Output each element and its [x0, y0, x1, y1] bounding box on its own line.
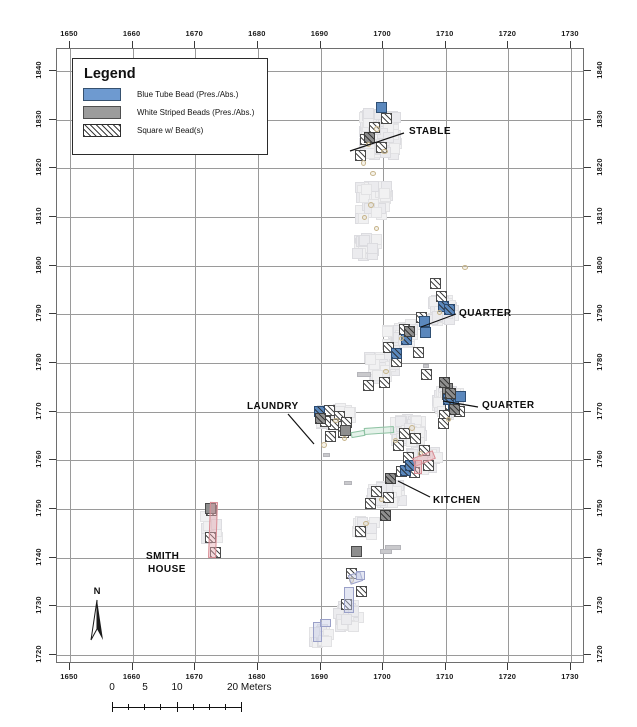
- excavation-square-background: [365, 354, 376, 365]
- excavation-square-with-beads: [430, 278, 441, 289]
- excavation-square-with-beads: [413, 347, 424, 358]
- scale-tick-minor: [144, 704, 145, 710]
- label-laundry: LAUNDRY: [247, 401, 299, 412]
- label-quarter-north: QUARTER: [459, 308, 512, 319]
- axis-label-y: 1720: [34, 645, 43, 663]
- axis-label-x: 1730: [561, 672, 579, 681]
- north-arrow-label: N: [93, 586, 101, 597]
- excavation-square-with-beads: [356, 586, 367, 597]
- label-smith-line2: HOUSE: [148, 564, 186, 575]
- axis-tick-y: [49, 654, 56, 655]
- excavation-square-background: [371, 207, 382, 218]
- scale-tick-minor: [160, 704, 161, 710]
- legend-swatch-blue-tube-bead: [83, 88, 121, 101]
- axis-tick-y: [49, 313, 56, 314]
- axis-label-y: 1820: [595, 158, 604, 177]
- axis-label-y: 1750: [34, 499, 43, 517]
- gridline-horizontal: [57, 509, 583, 510]
- axis-tick-x: [445, 663, 446, 670]
- axis-tick-y: [584, 265, 591, 266]
- feature-outline-tan: [333, 418, 339, 423]
- structure-outline-lavender: [344, 587, 354, 613]
- axis-tick-x: [132, 663, 133, 670]
- scale-num-10: 10: [171, 682, 183, 693]
- scale-bar-ruler: [112, 702, 242, 712]
- legend-label-white-striped-beads: White Striped Beads (Pres./Abs.): [137, 108, 255, 117]
- gridline-vertical: [321, 49, 322, 662]
- scale-num-0: 0: [109, 682, 115, 693]
- axis-label-y: 1840: [34, 61, 43, 79]
- axis-label-x: 1690: [310, 29, 329, 38]
- structure-outline-lavender: [356, 571, 365, 580]
- structure-outline-green: [351, 430, 366, 438]
- legend-swatch-square-with-beads: [83, 124, 121, 137]
- axis-label-y: 1800: [595, 255, 604, 274]
- axis-tick-x: [507, 41, 508, 48]
- axis-tick-y: [49, 216, 56, 217]
- axis-tick-y: [49, 70, 56, 71]
- axis-label-x: 1720: [498, 29, 517, 38]
- axis-label-y: 1740: [34, 547, 43, 566]
- scale-tick-major: [241, 702, 242, 712]
- axis-tick-x: [257, 41, 258, 48]
- axis-label-y: 1810: [34, 207, 43, 225]
- axis-tick-y: [584, 411, 591, 412]
- axis-tick-x: [194, 663, 195, 670]
- axis-tick-y: [584, 459, 591, 460]
- gridline-horizontal: [57, 606, 583, 607]
- scale-tick-major: [112, 702, 113, 712]
- label-stable: STABLE: [409, 126, 451, 137]
- axis-tick-y: [49, 265, 56, 266]
- legend-item-white-striped-beads: [83, 106, 267, 119]
- excavation-square-with-beads: [371, 486, 382, 497]
- label-quarter-south: QUARTER: [482, 400, 535, 411]
- axis-label-x: 1720: [498, 672, 517, 681]
- gridline-horizontal: [57, 363, 583, 364]
- axis-tick-x: [382, 41, 383, 48]
- excavation-square-blue-tube-bead: [455, 391, 466, 402]
- axis-tick-x: [570, 41, 571, 48]
- legend: [72, 58, 268, 155]
- axis-label-y: 1840: [595, 61, 604, 79]
- axis-label-y: 1780: [595, 353, 604, 371]
- axis-label-y: 1780: [34, 353, 43, 371]
- axis-tick-y: [584, 605, 591, 606]
- feature-outline-tan: [342, 436, 347, 441]
- legend-title: Legend: [84, 66, 136, 82]
- gridline-horizontal: [57, 655, 583, 656]
- label-smith-line1: SMITH: [146, 551, 180, 562]
- axis-tick-y: [584, 654, 591, 655]
- axis-label-x: 1680: [248, 29, 266, 38]
- excavation-square-white-striped-bead: [380, 510, 391, 521]
- excavation-square-with-beads: [421, 369, 432, 380]
- feature-outline-tan: [366, 142, 371, 147]
- axis-label-y: 1770: [34, 401, 43, 420]
- excavation-square-white-striped-bead: [385, 473, 396, 484]
- legend-item-square-with-beads: [83, 124, 267, 137]
- feature-outline-tan: [383, 369, 389, 374]
- axis-label-x: 1670: [185, 672, 203, 681]
- feature-outline-tan: [368, 202, 374, 208]
- excavation-square-white-striped-bead: [340, 425, 351, 436]
- feature-gray-block: [423, 364, 429, 368]
- excavation-square-with-beads: [325, 431, 336, 442]
- axis-tick-x: [320, 663, 321, 670]
- axis-label-x: 1680: [248, 672, 266, 681]
- gridline-horizontal: [57, 217, 583, 218]
- feature-gray-block: [344, 481, 352, 485]
- excavation-square-white-striped-bead: [351, 546, 362, 557]
- axis-label-y: 1770: [595, 401, 604, 420]
- axis-tick-y: [49, 362, 56, 363]
- scale-tick-minor: [128, 704, 129, 710]
- feature-gray-block: [323, 453, 330, 457]
- excavation-square-background: [321, 636, 332, 647]
- scale-tick-minor: [193, 704, 194, 710]
- feature-outline-tan: [363, 521, 369, 526]
- axis-tick-y: [49, 167, 56, 168]
- excavation-square-blue-tube-bead: [420, 327, 431, 338]
- scale-end-label: 20 Meters: [227, 682, 272, 693]
- feature-outline-tan: [446, 417, 451, 422]
- axis-tick-y: [49, 508, 56, 509]
- axis-label-x: 1710: [436, 29, 454, 38]
- excavation-square-background: [341, 614, 352, 625]
- excavation-square-background: [352, 248, 363, 259]
- axis-tick-x: [194, 41, 195, 48]
- gridline-vertical: [446, 49, 447, 662]
- axis-tick-y: [584, 362, 591, 363]
- excavation-square-background: [361, 184, 372, 195]
- scale-tick-minor: [225, 704, 226, 710]
- gridline-horizontal: [57, 460, 583, 461]
- excavation-square-blue-tube-bead: [419, 316, 430, 327]
- axis-tick-x: [445, 41, 446, 48]
- excavation-square-with-beads: [363, 380, 374, 391]
- axis-label-y: 1720: [595, 645, 604, 663]
- feature-outline-tan: [361, 160, 366, 166]
- feature-gray-block: [357, 372, 371, 377]
- excavation-square-white-striped-bead: [439, 377, 450, 388]
- excavation-square-with-beads: [410, 433, 421, 444]
- excavation-square-with-beads: [365, 498, 376, 509]
- scale-tick-major: [177, 702, 178, 712]
- axis-label-y: 1790: [595, 304, 604, 323]
- excavation-square-white-striped-bead: [449, 404, 460, 415]
- legend-label-square-with-beads: Square w/ Bead(s): [137, 126, 204, 135]
- scale-bar: [64, 682, 304, 718]
- axis-label-y: 1800: [34, 255, 43, 274]
- gridline-vertical: [508, 49, 509, 662]
- excavation-square-background: [363, 108, 374, 119]
- gridline-vertical: [70, 49, 71, 662]
- axis-tick-y: [584, 557, 591, 558]
- axis-tick-y: [584, 70, 591, 71]
- axis-tick-x: [257, 663, 258, 670]
- excavation-square-white-striped-bead: [364, 132, 375, 143]
- excavation-square-with-beads: [399, 428, 410, 439]
- axis-tick-x: [320, 41, 321, 48]
- legend-swatch-white-striped-beads: [83, 106, 121, 119]
- axis-tick-x: [69, 41, 70, 48]
- axis-label-x: 1730: [561, 29, 579, 38]
- excavation-square-with-beads: [379, 377, 390, 388]
- legend-item-blue-tube-bead: [83, 88, 267, 101]
- feature-outline-tan: [321, 442, 327, 448]
- axis-tick-y: [584, 216, 591, 217]
- scale-bar-numbers: [64, 682, 304, 696]
- structure-outline-lavender: [320, 619, 331, 627]
- axis-label-y: 1750: [595, 499, 604, 517]
- axis-tick-x: [382, 663, 383, 670]
- axis-label-y: 1820: [34, 158, 43, 177]
- excavation-square-with-beads: [383, 492, 394, 503]
- scale-tick-minor: [209, 704, 210, 710]
- axis-tick-x: [570, 663, 571, 670]
- excavation-square-background: [379, 188, 390, 199]
- axis-label-x: 1700: [373, 672, 391, 681]
- axis-tick-y: [584, 313, 591, 314]
- excavation-square-with-beads: [381, 113, 392, 124]
- axis-label-x: 1690: [310, 672, 329, 681]
- structure-outline-kitchen: [414, 460, 422, 474]
- axis-label-y: 1740: [595, 547, 604, 566]
- gridline-horizontal: [57, 266, 583, 267]
- axis-tick-y: [49, 459, 56, 460]
- gridline-horizontal: [57, 558, 583, 559]
- excavation-square-white-striped-bead: [445, 388, 456, 399]
- axis-label-y: 1730: [34, 596, 43, 615]
- axis-tick-x: [132, 41, 133, 48]
- axis-label-x: 1650: [60, 672, 78, 681]
- excavation-square-blue-tube-bead: [391, 348, 402, 359]
- axis-label-x: 1670: [185, 29, 203, 38]
- feature-outline-tan: [437, 310, 442, 315]
- axis-tick-y: [49, 557, 56, 558]
- axis-label-y: 1830: [595, 109, 604, 128]
- excavation-square-background: [367, 243, 378, 254]
- axis-label-x: 1660: [122, 29, 141, 38]
- gridline-vertical: [571, 49, 572, 662]
- axis-label-x: 1700: [373, 29, 391, 38]
- scale-num-5: 5: [142, 682, 148, 693]
- axis-label-y: 1730: [595, 596, 604, 615]
- axis-tick-y: [49, 119, 56, 120]
- feature-outline-tan: [370, 171, 376, 176]
- feature-outline-tan: [462, 265, 468, 270]
- axis-tick-y: [49, 411, 56, 412]
- axis-label-y: 1810: [595, 207, 604, 225]
- label-kitchen: KITCHEN: [433, 495, 481, 506]
- excavation-square-white-striped-bead: [315, 413, 326, 424]
- axis-tick-y: [584, 508, 591, 509]
- axis-tick-x: [69, 663, 70, 670]
- excavation-square-blue-tube-bead: [376, 102, 387, 113]
- axis-tick-y: [49, 605, 56, 606]
- legend-label-blue-tube-bead: Blue Tube Bead (Pres./Abs.): [137, 90, 239, 99]
- feature-gray-block: [380, 549, 392, 554]
- axis-tick-y: [584, 119, 591, 120]
- axis-label-y: 1790: [34, 304, 43, 323]
- gridline-horizontal: [57, 168, 583, 169]
- axis-tick-y: [584, 167, 591, 168]
- axis-label-x: 1660: [122, 672, 141, 681]
- axis-label-y: 1760: [34, 450, 43, 469]
- axis-label-x: 1710: [436, 672, 454, 681]
- axis-label-y: 1760: [595, 450, 604, 469]
- north-arrow: [84, 586, 110, 642]
- axis-label-y: 1830: [34, 109, 43, 128]
- excavation-square-with-beads: [355, 526, 366, 537]
- excavation-square-white-striped-bead: [404, 326, 415, 337]
- excavation-square-blue-tube-bead: [444, 304, 455, 315]
- feature-outline-tan: [374, 226, 379, 231]
- excavation-square-background: [382, 326, 393, 337]
- north-arrow-icon: [84, 598, 110, 642]
- axis-tick-x: [507, 663, 508, 670]
- axis-label-x: 1650: [60, 29, 78, 38]
